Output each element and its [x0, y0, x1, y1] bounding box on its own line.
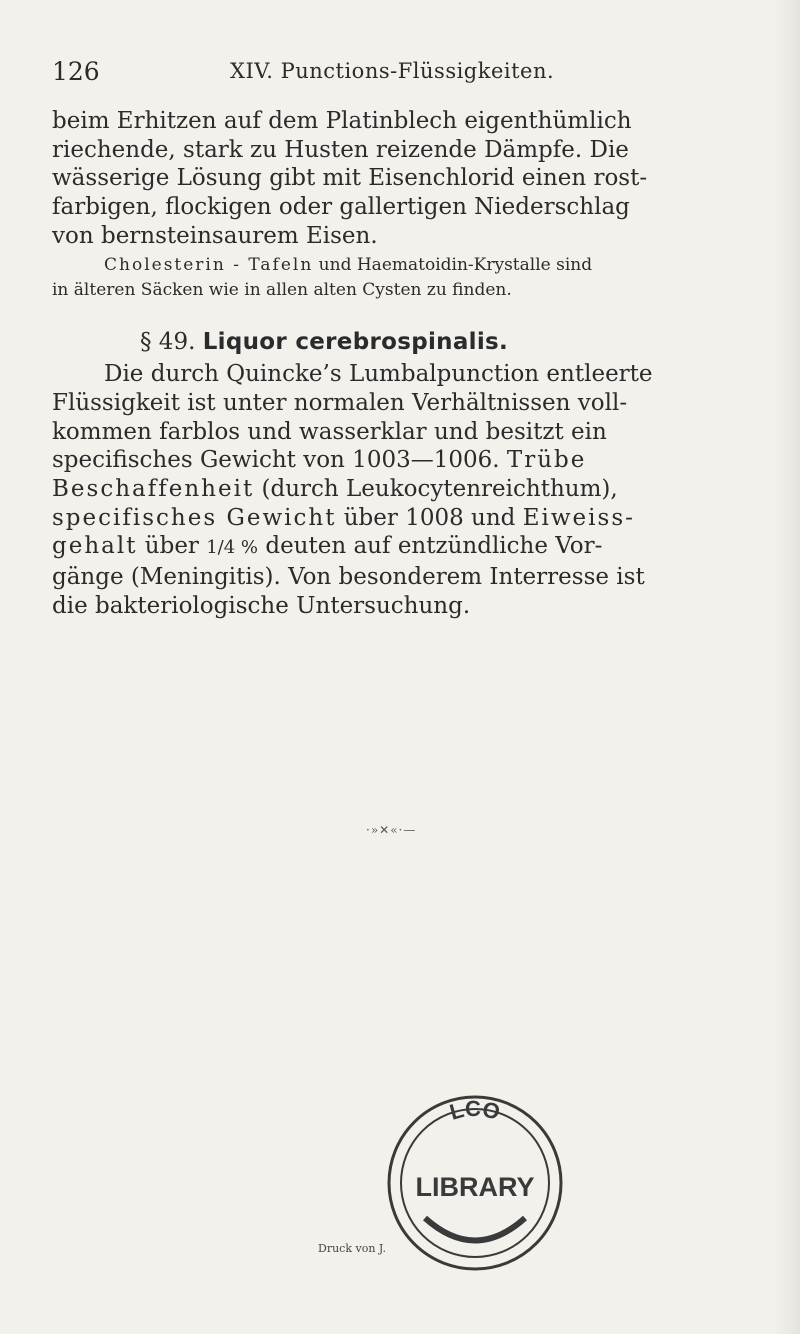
text-line: Flüssigkeit ist unter normalen Verhältnissen voll-	[52, 389, 628, 416]
text-line: Die durch Quincke’s Lumbalpunction entleerte	[104, 361, 653, 388]
text-span: deuten auf entzündliche Vor-	[258, 533, 603, 560]
text-line	[52, 504, 770, 533]
note-text: und Haematoidin-Krystalle sind	[313, 254, 593, 275]
spaced-term: Eiweiss-	[522, 504, 635, 531]
text-line	[52, 532, 770, 563]
spaced-term: Cholesterin - Tafeln	[104, 254, 314, 275]
text-line: kommen farblos und wasserklar und besitzt ein	[52, 418, 607, 445]
text-line: beim Erhitzen auf dem Platinblech eigenthümlich	[52, 108, 632, 134]
text-line: wässerige Lösung gibt mit Eisenchlorid einen rost-	[52, 165, 648, 192]
printer-imprint: Druck von J.	[318, 1242, 386, 1255]
body-text	[52, 107, 770, 621]
running-head: XIV. Punctions-Flüssigkeiten.	[230, 59, 555, 83]
spaced-term: Trübe	[506, 447, 587, 474]
library-stamp	[380, 1088, 570, 1278]
footnote-line: in älteren Säcken wie in allen alten Cysten zu finden.	[52, 279, 512, 300]
text-line: riechende, stark zu Husten reizende Dämpfe. Die	[52, 136, 629, 163]
ornament-divider: ·»✕«·—	[366, 823, 417, 837]
text-span: über 1008 und	[336, 504, 523, 531]
text-line	[52, 475, 770, 504]
fraction: 1/4 %	[206, 537, 259, 559]
spaced-term: Beschaffenheit	[52, 476, 255, 503]
text-line: von bernsteinsaurem Eisen.	[52, 222, 378, 249]
stamp-center-text: LIBRARY	[415, 1172, 535, 1202]
page-number: 126	[52, 57, 100, 86]
text-span: über	[137, 533, 207, 560]
text-span: specifisches Gewicht von 1003—1006.	[52, 447, 507, 474]
text-line: farbigen, flockigen oder gallertigen Niederschlag	[52, 194, 630, 221]
footnote-line	[52, 255, 770, 276]
section-title: Liquor cerebrospinalis.	[202, 328, 509, 355]
text-span: (durch Leukocytenreichthum),	[254, 476, 618, 503]
spaced-term: gehalt	[52, 533, 138, 560]
page-edge-shadow	[774, 0, 800, 1334]
text-line	[52, 446, 770, 475]
section-number: § 49.	[140, 328, 196, 355]
stamp-arc-text: LCO	[446, 1095, 503, 1125]
section-heading	[52, 328, 770, 357]
text-line: die bakteriologische Untersuchung.	[52, 592, 471, 619]
spaced-term: specifisches Gewicht	[52, 504, 337, 531]
stamp-bottom-band	[425, 1218, 525, 1241]
text-line: gänge (Meningitis). Von besonderem Interresse ist	[52, 564, 645, 591]
page-header	[52, 57, 752, 91]
